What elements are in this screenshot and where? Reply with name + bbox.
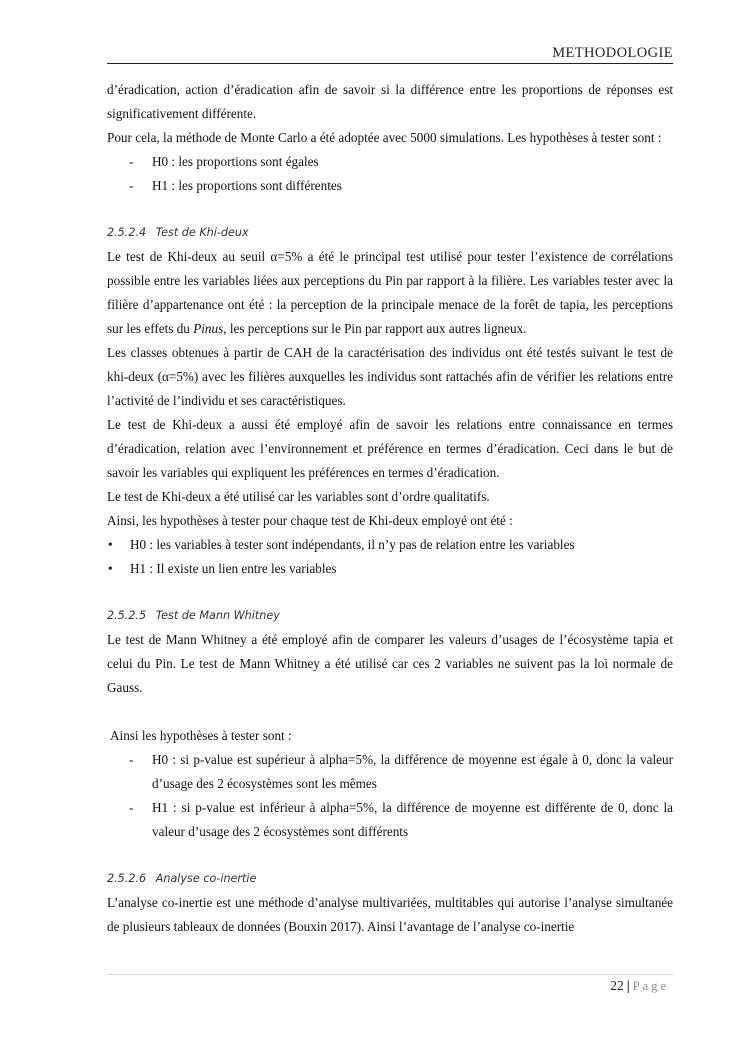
page-content [107, 78, 673, 939]
intro-paragraph-1: d’éradication, action d’éradication afin de savoir si la différence entre les proportions de réponses est significativement différente. [107, 82, 673, 121]
list-item [107, 533, 673, 557]
bullet-marker: • [108, 561, 113, 576]
page-header [107, 44, 673, 64]
hypothesis-text: H0 : les proportions sont égales [152, 154, 319, 169]
khi-paragraph-2: Les classes obtenues à partir de CAH de la caractérisation des individus ont été testés suivant le test de khi-deux (α=5%) avec les filières auxquelles les individus sont rattachés afin de vérifier les relations entre l’activité de l’individu et ses caractéristiques. [107, 345, 673, 408]
khi-paragraph-5: Ainsi, les hypothèses à tester pour chaque test de Khi-deux employé ont été : [107, 513, 513, 528]
footer-divider [107, 974, 673, 975]
mw-paragraph-2: Ainsi les hypothèses à tester sont : [110, 728, 292, 743]
hypothesis-text: H1 : si p-value est inférieur à alpha=5%, la différence de moyenne est différente de 0, donc la valeur d’usage des 2 écosystèmes sont différents [152, 800, 673, 839]
bullet-marker: • [108, 537, 113, 552]
section-heading-khi-deux [107, 221, 673, 245]
section-title: Test de Mann Whitney [155, 609, 280, 622]
pinus-italic: Pinus [193, 321, 224, 336]
list-item [107, 557, 673, 581]
list-item [107, 748, 673, 796]
dash-marker: - [129, 800, 134, 815]
list-item [107, 796, 673, 844]
khi-paragraph-1: Le test de Khi-deux au seuil α=5% a été le principal test utilisé pour tester l’existence de corrélations possible entre les variables liées aux perceptions du Pin par rapport à la filière. Les variables tester avec la filière d’appartenance ont été : la perception de la principale menace de la forêt de tapia, les perceptions sur les effets du Pinus, les perceptions sur le Pin par rapport aux autres ligneux. [107, 249, 673, 336]
intro-paragraph-2: Pour cela, la méthode de Monte Carlo a été adoptée avec 5000 simulations. Les hypothèses à tester sont : [107, 130, 662, 145]
hypothesis-text: H0 : les variables à tester sont indépendants, il n’y pas de relation entre les variables [130, 537, 575, 552]
page-number: 22 [610, 978, 624, 993]
section-heading-mann-whitney [107, 604, 673, 628]
list-item [107, 150, 673, 174]
hypothesis-text: H1 : Il existe un lien entre les variables [130, 561, 337, 576]
section-number: 2.5.2.6 [107, 872, 147, 885]
dash-marker: - [129, 752, 134, 767]
dash-marker: - [129, 154, 134, 169]
footer-separator: | [626, 978, 630, 993]
section-number: 2.5.2.4 [107, 226, 147, 239]
hypothesis-text: H1 : les proportions sont différentes [152, 178, 342, 193]
list-item [107, 174, 673, 198]
section-title: Analyse co-inertie [155, 872, 257, 885]
page-word: Page [632, 979, 669, 993]
coi-paragraph-1: L’analyse co-inertie est une méthode d’analyse multivariées, multitables qui autorise l’analyse simultanée de plusieurs tableaux de données (Bouxin 2017). Ainsi l’avantage de l’analyse co-inertie [107, 895, 673, 934]
section-number: 2.5.2.5 [107, 609, 147, 622]
mw-paragraph-1: Le test de Mann Whitney a été employé afin de comparer les valeurs d’usages de l’écosystème tapia et celui du Pin. Le test de Mann Whitney a été utilisé car ces 2 variables ne suivent pas la loi normale de Gauss. [107, 632, 673, 695]
dash-marker: - [129, 178, 134, 193]
page-footer [610, 977, 669, 995]
khi-paragraph-3: Le test de Khi-deux a aussi été employé afin de savoir les relations entre connaissance en termes d’éradication, relation avec l’environnement et préférence en termes d’éradication. Ceci dans le but de savoir les variables qui expliquent les préférences en termes d’éradication. [107, 417, 673, 480]
section-heading-co-inertie [107, 867, 673, 891]
khi-paragraph-4: Le test de Khi-deux a été utilisé car les variables sont d’ordre qualitatifs. [107, 489, 490, 504]
section-title: Test de Khi-deux [155, 226, 249, 239]
header-title: METHODOLOGIE [552, 45, 673, 61]
hypothesis-text: H0 : si p-value est supérieur à alpha=5%, la différence de moyenne est égale à 0, donc la valeur d’usage des 2 écosystèmes sont les mêmes [152, 752, 673, 791]
